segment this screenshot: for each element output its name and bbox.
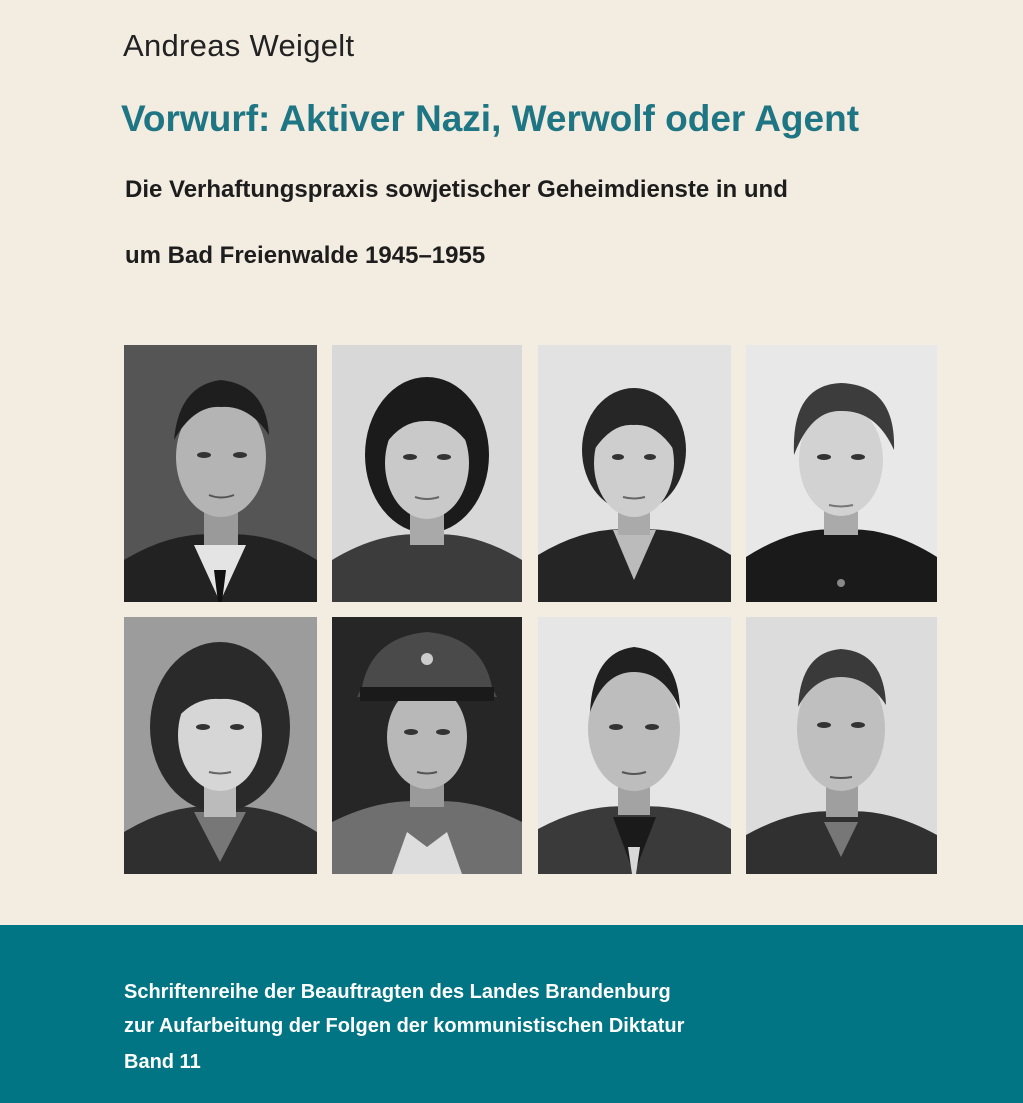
book-subtitle-line2: um Bad Freienwalde 1945–1955	[125, 242, 486, 269]
portrait-young-man-jacket	[746, 345, 937, 602]
portrait-man-suit-tie	[124, 345, 317, 602]
series-volume: Band 11	[124, 1051, 201, 1073]
series-line1: Schriftenreihe der Beauftragten des Landes Brandenburg	[124, 981, 671, 1003]
portrait-man-balding-suit	[538, 617, 731, 874]
portrait-woman-curly-hair	[124, 617, 317, 874]
book-subtitle-line1: Die Verhaftungspraxis sowjetischer Geheimdienste in und	[125, 176, 788, 203]
portrait-man-uniform-cap	[332, 617, 522, 874]
portrait-woman-hair-back	[538, 345, 731, 602]
book-title: Vorwurf: Aktiver Nazi, Werwolf oder Agent	[121, 98, 860, 139]
author-name: Andreas Weigelt	[123, 28, 355, 63]
portrait-man-short-hair	[746, 617, 937, 874]
series-line2: zur Aufarbeitung der Folgen der kommunistischen Diktatur	[124, 1015, 685, 1037]
series-band	[0, 925, 1023, 1103]
portrait-woman-dark-hair	[332, 345, 522, 602]
